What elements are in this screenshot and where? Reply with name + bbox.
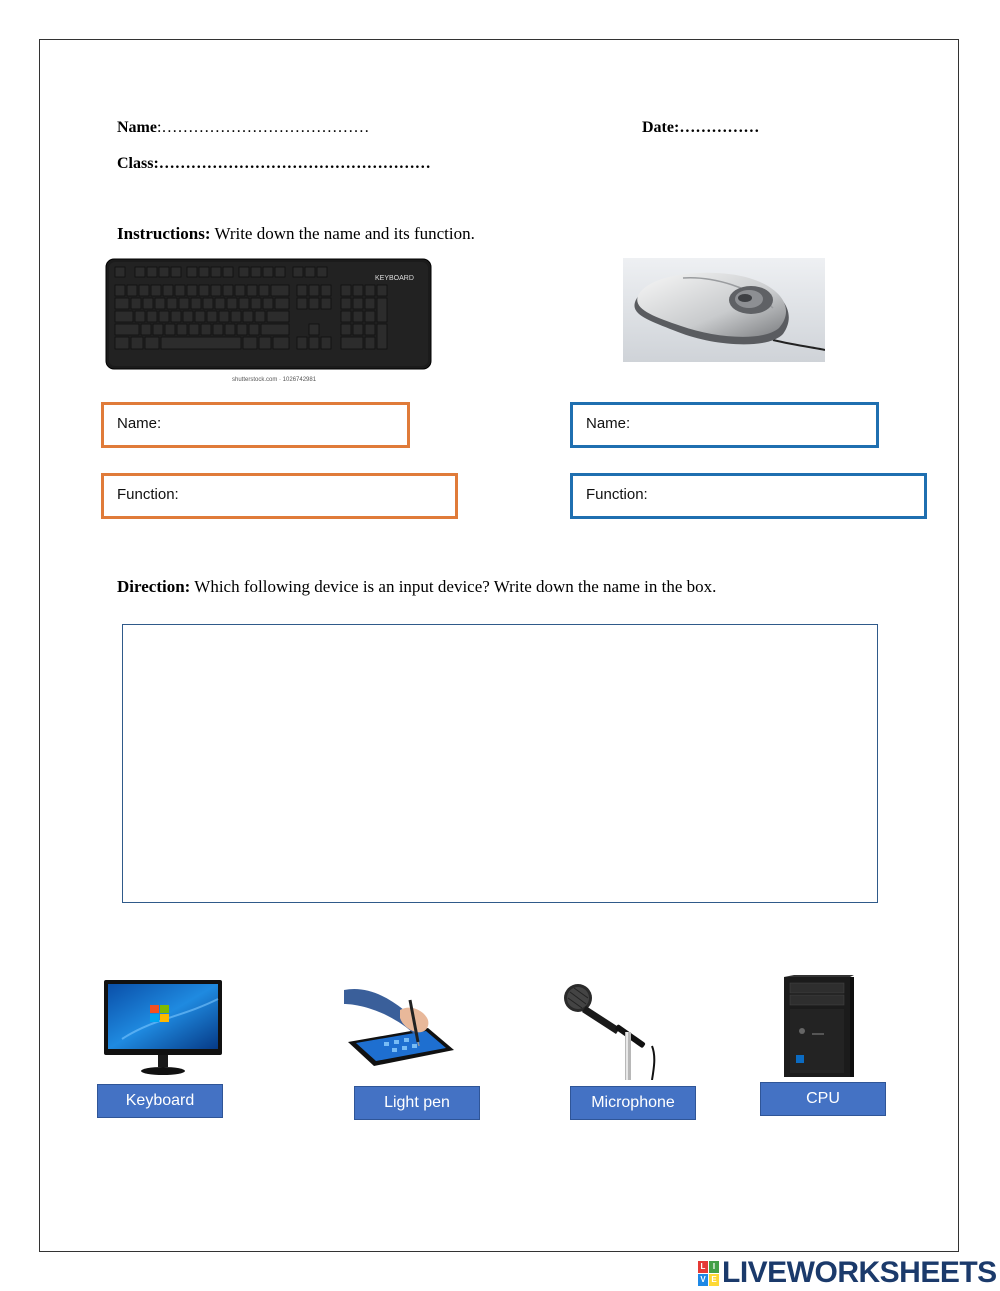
mouse-name-field[interactable] bbox=[570, 402, 879, 448]
device-label-keyboard[interactable]: Keyboard bbox=[97, 1084, 223, 1118]
brand-letter-i: I bbox=[709, 1261, 719, 1273]
brand-text: LIVEWORKSHEETS bbox=[722, 1256, 997, 1289]
mouse-name-label: Name: bbox=[586, 415, 631, 432]
direction-bold: Direction: bbox=[117, 577, 191, 596]
keyboard-image-caption: shutterstock.com · 1026742981 bbox=[232, 377, 317, 383]
date-line bbox=[642, 119, 759, 137]
liveworksheets-logo bbox=[698, 1256, 997, 1290]
direction-text: Which following device is an input device? Write down the name in the box. bbox=[190, 577, 717, 596]
instructions bbox=[117, 224, 475, 244]
date-label: Date:…………… bbox=[642, 119, 760, 136]
brand-letter-v: V bbox=[698, 1274, 708, 1286]
brand-letter-l: L bbox=[698, 1261, 708, 1273]
instructions-text: Write down the name and its function. bbox=[210, 224, 475, 243]
mouse-function-field[interactable] bbox=[570, 473, 927, 519]
class-label: Class:…………………………………………… bbox=[117, 155, 431, 172]
instructions-bold: Instructions: bbox=[117, 224, 211, 243]
mouse-image bbox=[623, 258, 825, 362]
class-line bbox=[117, 155, 431, 173]
device-label-light-pen[interactable]: Light pen bbox=[354, 1086, 480, 1120]
keyboard-function-field[interactable] bbox=[101, 473, 458, 519]
answer-drop-box[interactable] bbox=[122, 624, 878, 903]
name-label: Name bbox=[117, 119, 157, 136]
keyboard-function-label: Function: bbox=[117, 486, 179, 503]
mouse-function-label: Function: bbox=[586, 486, 648, 503]
microphone-image bbox=[560, 980, 660, 1080]
brand-letter-e: E bbox=[709, 1274, 719, 1286]
keyboard-name-label: Name: bbox=[117, 415, 162, 432]
cpu-tower-image bbox=[782, 975, 856, 1079]
keyboard-name-field[interactable] bbox=[101, 402, 410, 448]
light-pen-image bbox=[344, 980, 456, 1067]
device-label-cpu[interactable]: CPU bbox=[760, 1082, 886, 1116]
name-dots: :………………………………… bbox=[156, 119, 370, 136]
name-line bbox=[117, 119, 369, 137]
monitor-image bbox=[102, 979, 224, 1077]
device-label-microphone[interactable]: Microphone bbox=[570, 1086, 696, 1120]
direction bbox=[117, 577, 716, 597]
keyboard-brand-text: KEYBOARD bbox=[375, 275, 414, 282]
brand-grid-icon bbox=[698, 1261, 719, 1286]
keyboard-image bbox=[105, 258, 432, 370]
